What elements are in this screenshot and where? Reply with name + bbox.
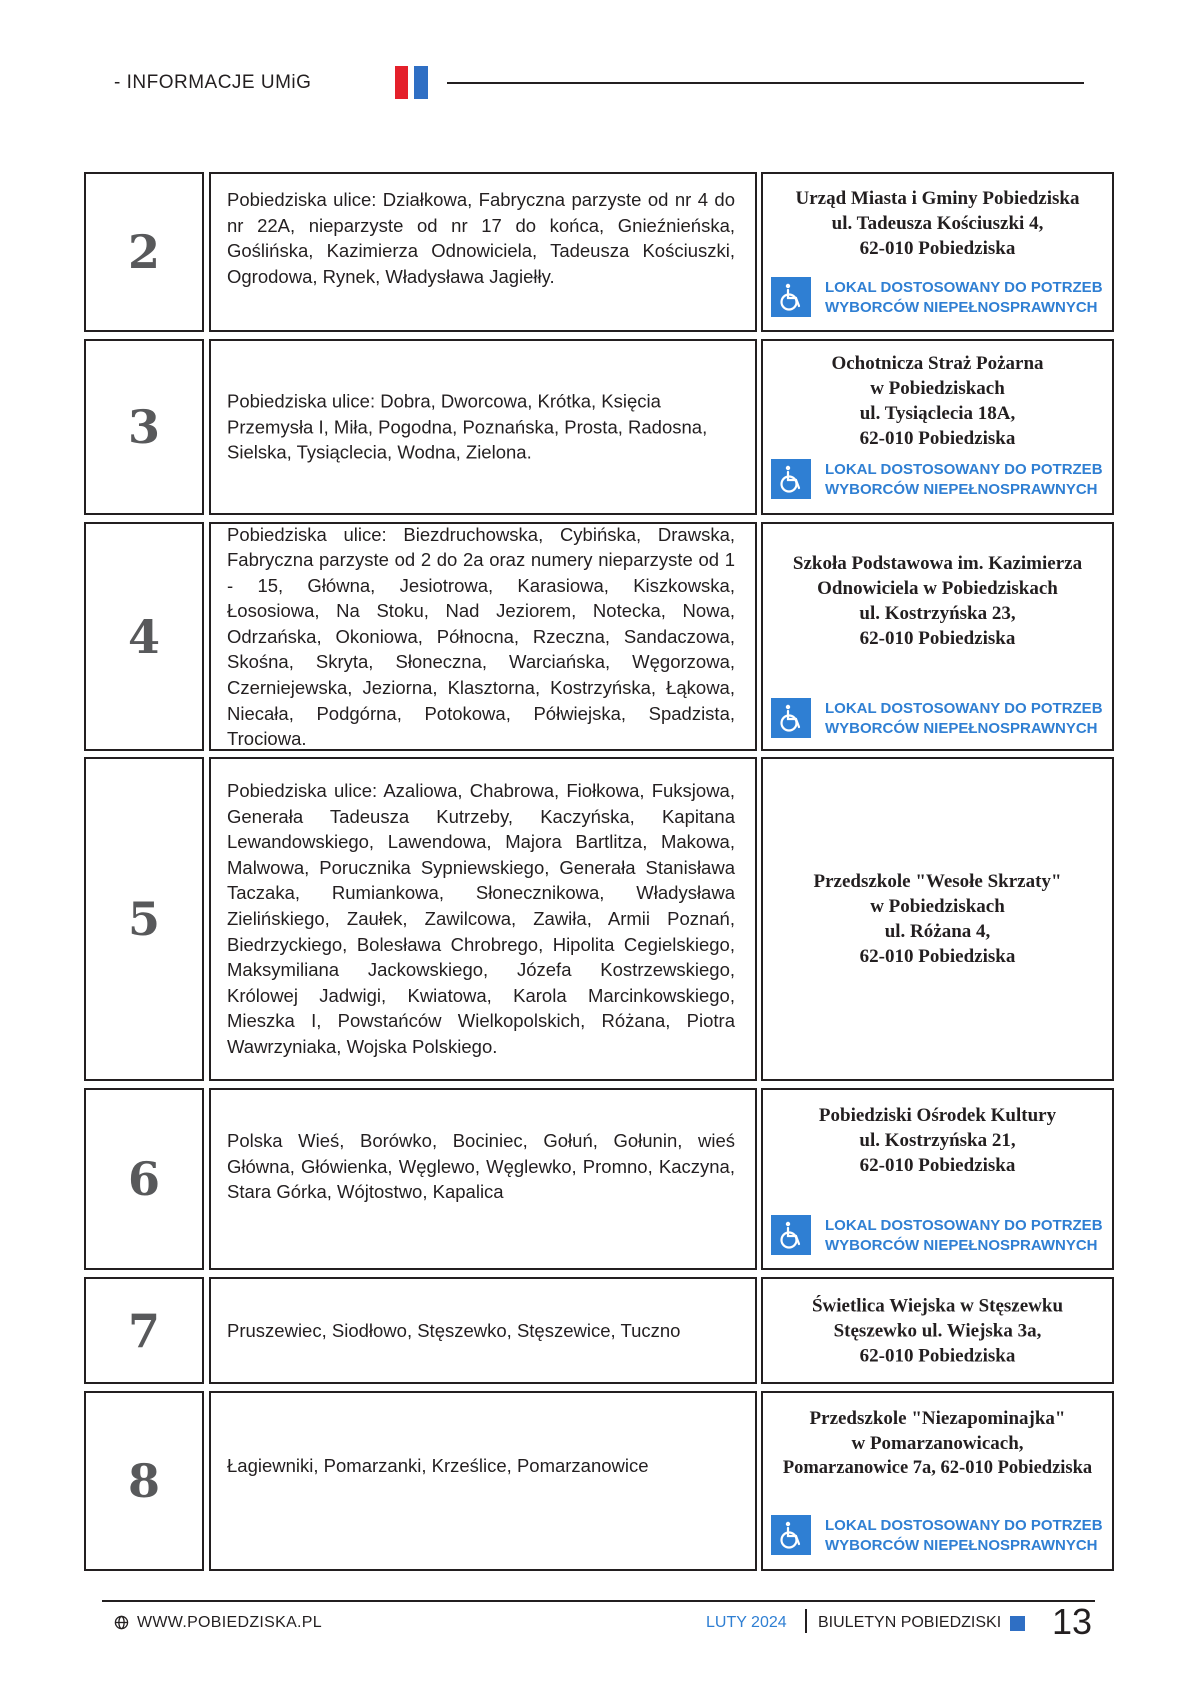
accessibility-badge (771, 459, 1101, 499)
place-line: Stęszewko ul. Wiejska 3a, (833, 1320, 1042, 1341)
badge-label-line: WYBORCÓW NIEPEŁNOSPRAWNYCH (825, 480, 1098, 498)
section-label: - INFORMACJE UMiG (114, 72, 312, 93)
badge-label (825, 1216, 1103, 1255)
district-number-cell (84, 1088, 204, 1270)
place-line: 62-010 Pobiedziska (859, 238, 1016, 259)
wheelchair-icon (771, 698, 811, 738)
badge-label-line: WYBORCÓW NIEPEŁNOSPRAWNYCH (825, 1536, 1098, 1554)
place-line: ul. Tadeusza Kościuszki 4, (831, 213, 1044, 234)
district-number-cell (84, 172, 204, 332)
table-row (84, 339, 1114, 515)
badge-label-line: WYBORCÓW NIEPEŁNOSPRAWNYCH (825, 1236, 1098, 1254)
wheelchair-icon (771, 277, 811, 317)
place-line: 62-010 Pobiedziska (859, 1345, 1016, 1366)
district-number: 4 (127, 609, 160, 664)
streets-text: Pobiedziska ulice: Działkowa, Fabryczna parzyste od nr 4 do nr 22A, nieparzyste od nr 17 do końca, Gnieźnieńska, Goślińska, Kazimierza Odnowiciela, Tadeusza Kościuszki, Ogrodowa, Rynek, Władysława Jagiełły. (227, 189, 735, 287)
flag-blue-bar (414, 66, 428, 99)
district-number-cell (84, 1391, 204, 1571)
streets-text: Łagiewniki, Pomarzanki, Krześlice, Pomarzanowice (227, 1455, 649, 1476)
page-number: 13 (1052, 1601, 1093, 1642)
wheelchair-icon (771, 1215, 811, 1255)
streets-text: Polska Wieś, Borówko, Bociniec, Gołuń, Gołunin, wieś Główna, Główienka, Węglewo, Węglewko, Promno, Kaczyna, Stara Górka, Wójtostwo, Kapalica (227, 1130, 735, 1203)
place-line: ul. Tysiąclecia 18A, (859, 403, 1016, 424)
table-row (84, 1277, 1114, 1384)
polling-place-cell (761, 757, 1114, 1081)
district-number: 5 (127, 892, 160, 946)
accessibility-badge (771, 698, 1101, 738)
polling-place-cell (761, 172, 1114, 332)
table-row (84, 1391, 1114, 1571)
district-number-cell (84, 1277, 204, 1384)
footer-square-mark (1010, 1616, 1025, 1631)
polling-place-cell (761, 1088, 1114, 1270)
wheelchair-icon (771, 1515, 811, 1555)
district-number: 2 (127, 225, 160, 279)
streets-cell (209, 1277, 757, 1384)
place-line: 62-010 Pobiedziska (859, 946, 1016, 967)
district-number-cell (84, 522, 204, 751)
district-number: 8 (127, 1454, 160, 1508)
footer-rule (102, 1600, 1095, 1602)
accessibility-badge (771, 1515, 1101, 1555)
polling-place-cell (761, 1277, 1114, 1384)
streets-text: Pobiedziska ulice: Azaliowa, Chabrowa, Fiołkowa, Fuksjowa, Generała Tadeusza Kutrzeby, Kaczyńska, Kapitana Lewandowskiego, Lawendowa, Majora Bartlitza, Makowa, Malwowa, Porucznika Sypniewskiego, Generała Stanisława Taczaka, Rumiankowa, Słonecznikowa, Władysława Zielińskiego, Zaułek, Zawilcowa, Zawiła, Armii Poznań, Biedrzyckiego, Bolesława Chrobrego, Hipolita Cegielskiego, Maksymiliana Jackowskiego, Józefa Kostrzewskiego, Królowej Jadwigi, Kwiatowa, Karola Marcinkowskiego, Mieszka I, Powstańców Wielkopolskich, Różana, Piotra Wawrzyniaka, Wojska Polskiego. (227, 780, 735, 1058)
polling-place-cell (761, 339, 1114, 515)
footer-separator (805, 1609, 807, 1633)
globe-icon (114, 1615, 129, 1635)
badge-label (825, 699, 1103, 738)
polling-place-address (763, 351, 1112, 451)
streets-text: Pobiedziska ulice: Dobra, Dworcowa, Krótka, Księcia Przemysła I, Miła, Pogodna, Poznańska, Prosta, Radosna, Sielska, Tysiąclecia, Wodna, Zielona. (227, 390, 708, 463)
polling-place-address (763, 551, 1112, 651)
polling-place-cell (761, 522, 1114, 751)
district-number: 6 (127, 1152, 160, 1206)
badge-label-line: LOKAL DOSTOSOWANY DO POTRZEB (825, 1517, 1103, 1534)
place-line: ul. Kostrzyńska 21, (859, 1130, 1016, 1151)
place-line: Pobiedziski Ośrodek Kultury (818, 1105, 1057, 1126)
place-line: Świetlica Wiejska w Stęszewku (811, 1295, 1064, 1316)
polling-place-address (763, 869, 1112, 969)
accessibility-badge (771, 277, 1101, 317)
place-line: w Pobiedziskach (870, 378, 1005, 399)
badge-label-line: WYBORCÓW NIEPEŁNOSPRAWNYCH (825, 719, 1098, 737)
streets-cell (209, 172, 757, 332)
district-number: 7 (127, 1303, 160, 1358)
badge-label (825, 460, 1103, 499)
table-row (84, 172, 1114, 332)
website-link[interactable]: WWW.POBIEDZISKA.PL (137, 1614, 322, 1631)
header-rule (447, 82, 1084, 84)
table-row (84, 522, 1114, 751)
streets-cell (209, 1088, 757, 1270)
place-line: Przedszkole "Wesołe Skrzaty" (813, 871, 1062, 892)
district-number-cell (84, 757, 204, 1081)
district-number-cell (84, 339, 204, 515)
polling-place-address (763, 1406, 1112, 1481)
badge-label-line: LOKAL DOSTOSOWANY DO POTRZEB (825, 700, 1103, 717)
badge-label-line: WYBORCÓW NIEPEŁNOSPRAWNYCH (825, 298, 1098, 316)
footer-website[interactable] (114, 1614, 322, 1635)
table-row (84, 757, 1114, 1081)
issue-month: LUTY 2024 (706, 1614, 787, 1631)
streets-cell (209, 339, 757, 515)
polling-place-address (763, 1293, 1112, 1368)
publication-name: BIULETYN POBIEDZISKI (818, 1614, 1002, 1631)
badge-label-line: LOKAL DOSTOSOWANY DO POTRZEB (825, 1217, 1103, 1234)
polling-place-address (763, 1103, 1112, 1178)
polling-place-address (763, 186, 1112, 261)
place-line: w Pomarzanowicach, (851, 1433, 1024, 1454)
place-line: 62-010 Pobiedziska (859, 628, 1016, 649)
streets-cell (209, 757, 757, 1081)
place-line: ul. Różana 4, (884, 921, 991, 942)
streets-cell (209, 522, 757, 751)
page-header (114, 72, 1084, 102)
place-line: Odnowiciela w Pobiedziskach (817, 578, 1058, 599)
place-line: 62-010 Pobiedziska (859, 1155, 1016, 1176)
place-line: Pomarzanowice 7a, 62-010 Pobiedziska (782, 1458, 1093, 1478)
streets-text: Pobiedziska ulice: Biezdruchowska, Cybińska, Drawska, Fabryczna parzyste od 2 do 2a oraz numery nieparzyste od 1 - 15, Główna, Jesiotrowa, Karasiowa, Kiszkowska, Łososiowa, Na Stoku, Nad Jeziorem, Notecka, Nowa, Odrzańska, Okoniowa, Północna, Rzeczna, Sandaczowa, Skośna, Skryta, Słoneczna, Warciańska, Węgorzowa, Czerniejewska, Jeziorna, Klasztorna, Kostrzyńska, Łąkowa, Niecała, Podgórna, Potokowa, Półwiejska, Spadzista, Trociowa. (227, 523, 735, 750)
streets-text: Pruszewiec, Siodłowo, Stęszewko, Stęszewice, Tuczno (227, 1319, 681, 1341)
badge-label (825, 1516, 1103, 1555)
badge-label-line: LOKAL DOSTOSOWANY DO POTRZEB (825, 461, 1103, 478)
district-number: 3 (127, 400, 160, 454)
streets-cell (209, 1391, 757, 1571)
place-line: ul. Kostrzyńska 23, (859, 603, 1016, 624)
accessibility-badge (771, 1215, 1101, 1255)
place-line: w Pobiedziskach (870, 896, 1005, 917)
place-line: Ochotnicza Straż Pożarna (831, 353, 1044, 374)
place-line: 62-010 Pobiedziska (859, 428, 1016, 449)
place-line: Urząd Miasta i Gminy Pobiedziska (795, 188, 1080, 209)
badge-label (825, 278, 1103, 317)
table-row (84, 1088, 1114, 1270)
flag-red-bar (395, 66, 408, 99)
place-line: Przedszkole "Niezapominajka" (809, 1408, 1066, 1429)
wheelchair-icon (771, 459, 811, 499)
badge-label-line: LOKAL DOSTOSOWANY DO POTRZEB (825, 279, 1103, 296)
place-line: Szkoła Podstawowa im. Kazimierza (792, 553, 1083, 574)
polling-place-cell (761, 1391, 1114, 1571)
